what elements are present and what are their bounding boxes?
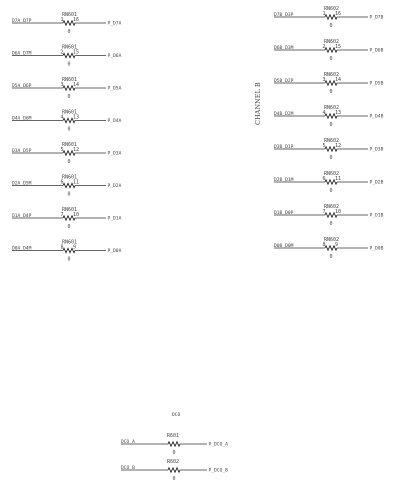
ref-designator: RN601: [62, 239, 78, 246]
net-label-out: P_D0B: [369, 246, 384, 252]
resistor-value: 0: [67, 29, 71, 35]
ref-designator: RN602: [324, 6, 340, 12]
net-label-in: D6B_D3M: [274, 45, 294, 51]
resistor-symbol: [168, 442, 180, 446]
net-label-out: P_D1A: [107, 216, 122, 222]
net-label-out: P_D3A: [107, 151, 122, 157]
dco-resistor-1[interactable]: [121, 459, 228, 481]
net-label-in: D4A_D6M: [12, 116, 32, 122]
ref-designator: RN602: [324, 237, 340, 243]
channel-b-label: CHANNEL B: [254, 82, 262, 125]
pin-number-right: 14: [335, 77, 342, 84]
pin-number-right: 13: [335, 110, 342, 117]
resistor-value: 0: [67, 159, 71, 165]
ref-designator: RN601: [62, 174, 78, 181]
pin-number-right: 12: [73, 147, 80, 154]
resistor-value: 0: [329, 188, 333, 194]
channel-b-group: [274, 6, 384, 260]
resistor-value: 0: [329, 221, 333, 227]
pin-number-left: 7: [322, 209, 326, 216]
pin-number-right: 9: [335, 242, 339, 249]
dco-group: [121, 433, 228, 481]
channel-a-resistor-2[interactable]: [12, 77, 122, 100]
channel-a-resistor-0[interactable]: [12, 12, 122, 35]
channel-b-resistor-2[interactable]: [274, 72, 384, 95]
ref-designator: RN601: [62, 207, 78, 213]
channel-a-resistor-6[interactable]: [12, 207, 122, 230]
pin-number-left: 6: [60, 179, 64, 186]
channel-b-resistor-0[interactable]: [274, 6, 384, 29]
net-label-out: P_D3B: [369, 147, 384, 153]
resistor-value: 0: [329, 155, 333, 161]
net-label-out: P_D5B: [369, 81, 384, 87]
net-label-out: P_D7A: [107, 21, 122, 27]
pin-number-left: 4: [322, 110, 326, 117]
resistor-value: 0: [329, 56, 333, 62]
channel-b-resistor-4[interactable]: [274, 138, 384, 161]
net-label-in: DCO_B: [121, 465, 135, 471]
resistor-value: 0: [329, 89, 333, 95]
ref-designator: RN601: [62, 12, 78, 18]
pin-number-right: 15: [335, 44, 342, 51]
net-label-in: D5A_D6P: [12, 83, 32, 89]
net-label-in: D6A_D7M: [12, 51, 32, 57]
resistor-value: 0: [67, 126, 71, 133]
resistor-value: 0: [172, 450, 176, 456]
channel-a-resistor-4[interactable]: [12, 142, 122, 165]
pin-number-left: 7: [60, 212, 64, 219]
channel-a-resistor-1[interactable]: [12, 45, 122, 68]
net-label-in: D1B_D0P: [274, 210, 294, 216]
ref-designator: R602: [167, 459, 180, 465]
resistor-value: 0: [67, 224, 71, 230]
channel-b-resistor-1[interactable]: [274, 39, 384, 62]
resistor-value: 0: [67, 256, 71, 263]
channel-a-group: [12, 12, 122, 263]
pin-number-right: 16: [335, 11, 342, 18]
pin-number-left: 6: [322, 176, 326, 183]
net-label-in: D7B_D3P: [274, 12, 294, 18]
ref-designator: RN602: [324, 39, 340, 45]
ref-designator: RN602: [324, 204, 340, 210]
net-label-in: D7A_D7P: [12, 18, 32, 24]
resistor-symbol: [168, 468, 180, 472]
pin-number-right: 15: [73, 49, 80, 56]
net-label-out: P_D5A: [107, 86, 122, 92]
resistor-value: 0: [329, 254, 333, 260]
ref-designator: RN602: [324, 72, 340, 78]
resistor-value: 0: [67, 94, 71, 100]
net-label-out: P_DCO_A: [208, 442, 228, 448]
net-label-out: P_D1B: [369, 213, 384, 219]
pin-number-right: 11: [335, 176, 342, 183]
pin-number-left: 4: [60, 114, 64, 121]
net-label-out: P_DCO_B: [208, 468, 228, 474]
net-label-out: P_D2A: [107, 184, 122, 190]
channel-b-resistor-5[interactable]: [274, 171, 384, 194]
channel-b-resistor-3[interactable]: [274, 105, 384, 128]
channel-a-resistor-7[interactable]: [12, 240, 122, 263]
channel-a-resistor-3[interactable]: [12, 110, 122, 133]
pin-number-left: 8: [60, 244, 64, 251]
channel-b-resistor-6[interactable]: [274, 204, 384, 227]
pin-number-right: 13: [73, 114, 80, 121]
ref-designator: RN602: [324, 138, 340, 144]
resistor-value: 0: [172, 476, 176, 481]
ref-designator: RN602: [324, 171, 340, 177]
net-label-out: P_D4B: [369, 114, 384, 120]
pin-number-left: 8: [322, 242, 326, 249]
pin-number-left: 5: [322, 143, 326, 150]
resistor-value: 0: [67, 61, 71, 68]
net-label-in: D5B_D2P: [274, 78, 294, 84]
net-label-in: D3B_D1P: [274, 144, 294, 150]
resistor-value: 0: [329, 23, 333, 29]
ref-designator: RN601: [62, 77, 78, 83]
ref-designator: RN601: [62, 109, 78, 116]
net-label-in: D2A_D5M: [12, 181, 32, 187]
resistor-value: 0: [67, 191, 71, 198]
net-label-in: D0A_D4M: [12, 246, 32, 252]
ref-designator: R601: [167, 433, 180, 439]
net-label-in: D4B_D2M: [274, 111, 294, 117]
pin-number-right: 11: [73, 179, 80, 186]
net-label-out: P_D7B: [369, 15, 384, 21]
net-label-in: D2B_D1M: [274, 177, 294, 183]
pin-number-left: 1: [60, 17, 64, 24]
pin-number-right: 9: [73, 244, 77, 251]
net-label-out: P_D0A: [107, 249, 122, 255]
pin-number-left: 3: [322, 77, 326, 84]
pin-number-left: 2: [322, 44, 326, 51]
ref-designator: RN601: [62, 44, 78, 51]
pin-number-right: 14: [73, 82, 80, 89]
pin-number-right: 10: [73, 212, 80, 219]
resistor-value: 0: [329, 122, 333, 128]
net-label-out: P_D6A: [107, 54, 122, 60]
net-label-in: D3A_D5P: [12, 148, 32, 154]
net-label-out: P_D6B: [369, 48, 384, 54]
pin-number-right: 16: [73, 17, 80, 24]
net-label-in: DCO_A: [121, 439, 135, 445]
ref-designator: RN601: [62, 142, 78, 148]
pin-number-left: 2: [60, 49, 64, 56]
net-label-in: D1A_D4P: [12, 213, 32, 219]
dco-resistor-0[interactable]: [121, 433, 228, 456]
net-label-out: P_D4A: [107, 119, 122, 125]
channel-b-resistor-7[interactable]: [274, 237, 384, 260]
pin-number-right: 12: [335, 143, 342, 150]
pin-number-right: 10: [335, 209, 342, 216]
pin-number-left: 1: [322, 11, 326, 18]
channel-a-resistor-5[interactable]: [12, 175, 122, 198]
pin-number-left: 5: [60, 147, 64, 154]
pin-number-left: 3: [60, 82, 64, 89]
dco-heading: DCO: [172, 413, 181, 418]
ref-designator: RN602: [324, 105, 340, 111]
net-label-out: P_D2B: [369, 180, 384, 186]
net-label-in: D0B_D0M: [274, 243, 294, 249]
